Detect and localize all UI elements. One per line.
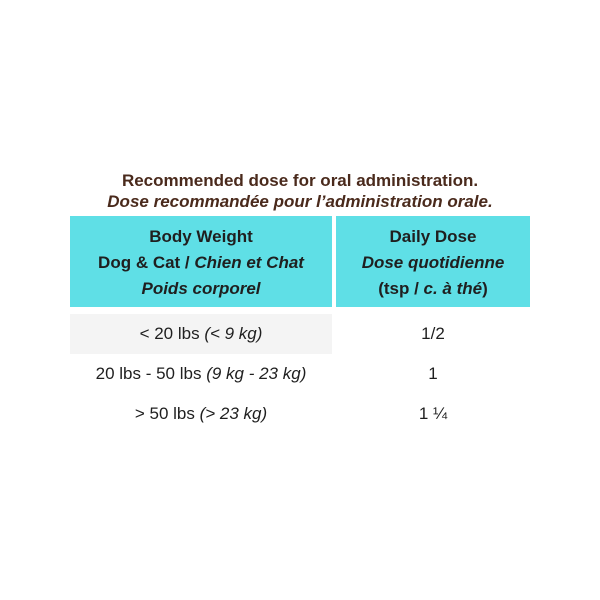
header-daily-dose-title: Daily Dose: [389, 227, 477, 246]
header-unit-end: ): [482, 279, 488, 298]
weight-cell: [70, 314, 332, 354]
header-unit-fr: c. à thé: [423, 279, 483, 298]
weight-en: < 20 lbs: [139, 324, 200, 343]
weight-cell: [70, 394, 332, 434]
weight-en: 20 lbs - 50 lbs: [95, 364, 202, 383]
caption-french: Dose recommandée pour l’administration orale.: [107, 192, 493, 211]
table-header-row: [70, 216, 530, 307]
weight-fr: (9 kg - 23 kg): [206, 364, 307, 383]
dose-cell: 1: [428, 364, 438, 383]
dosage-table: [70, 216, 530, 434]
weight-en: > 50 lbs: [134, 404, 195, 423]
header-species-line: [70, 250, 332, 276]
header-daily-dose: [336, 216, 530, 307]
header-unit-en: (tsp /: [378, 279, 419, 298]
dose-cell: 1 ¼: [418, 404, 448, 423]
header-species-en: Dog & Cat /: [98, 253, 190, 272]
table-caption: [0, 170, 600, 212]
header-body-weight: [70, 216, 332, 307]
header-body-weight-fr: Poids corporel: [141, 279, 261, 298]
header-species-fr: Chien et Chat: [194, 253, 304, 272]
table-row: [70, 394, 530, 434]
header-unit-line: [336, 276, 530, 302]
header-daily-dose-fr: Dose quotidienne: [361, 253, 505, 272]
weight-cell: [70, 354, 332, 394]
dose-cell: 1/2: [421, 324, 445, 343]
caption-english: Recommended dose for oral administration.: [121, 171, 479, 190]
weight-fr: (< 9 kg): [204, 324, 263, 343]
weight-fr: (> 23 kg): [199, 404, 268, 423]
table-row: [70, 314, 530, 354]
table-row: [70, 354, 530, 394]
header-body-weight-title: Body Weight: [149, 227, 253, 246]
